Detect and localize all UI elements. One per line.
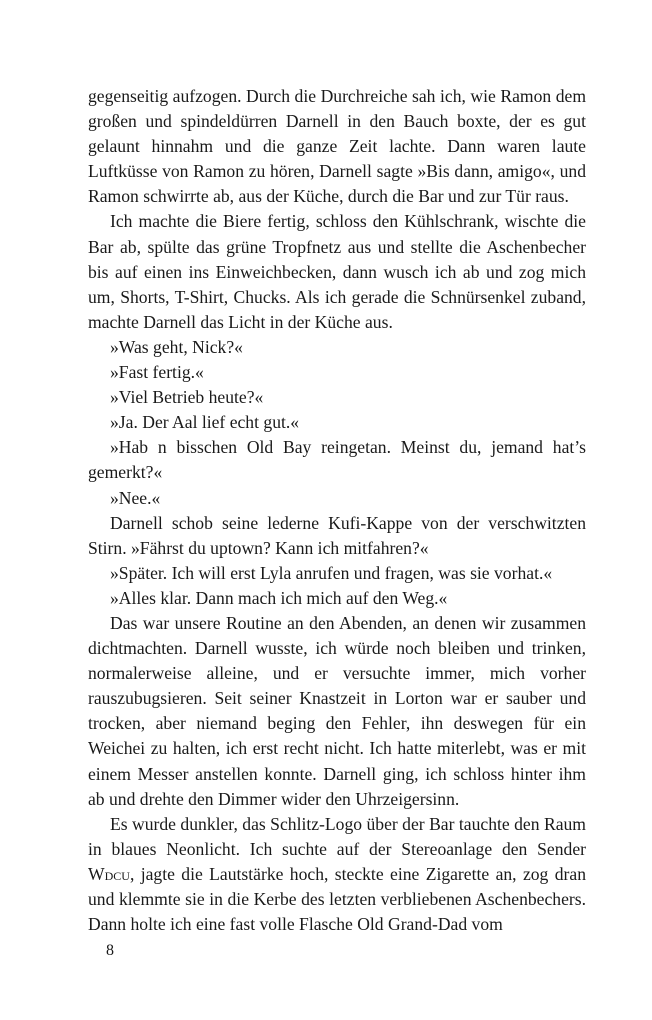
paragraph: Das war unsere Routine an den Abenden, an denen wir zusammen dichtmachten. Darnell wusste, ich würde noch bleiben und trinken, normalerweise alleine, und er versuchte immer, mich vorher rauszubugsieren. Seit seiner Knastzeit in Lorton war er sauber und trocken, aber niemand beging den Fehler, ihn deswegen für ein Weichei zu halten, ich erst recht nicht. Ich hatte miterlebt, was er mit einem Messer anstellen konnte. Darnell ging, ich schloss hinter ihm ab und drehte den Dimmer wider den Uhrzeigersinn. (88, 612, 586, 809)
dialogue-line: »Später. Ich will erst Lyla anrufen und fragen, was sie vorhat.« (110, 562, 553, 583)
paragraph: Ich machte die Biere fertig, schloss den Kühlschrank, wischte die Bar ab, spülte das grüne Tropfnetz aus und stellte die Aschenbecher bis auf einen ins Einweichbecken, dann wusch ich ab und zog mich um, Shorts, T-Shirt, Chucks. Als ich gerade die Schnürsenkel zuband, machte Darnell das Licht in der Küche aus. (88, 211, 586, 332)
paragraph: Darnell schob seine lederne Kufi-Kappe von der verschwitzten Stirn. »Fährst du uptown? Kann ich mitfahren?« (88, 512, 586, 558)
paragraph: gegenseitig aufzogen. Durch die Durchreiche sah ich, wie Ramon dem großen und spindeldürren Darnell in den Bauch boxte, der es gut gelaunt hinnahm und die ganze Zeit lachte. Dann waren laute Luftküsse von Ramon zu hören, Darnell sagte »Bis dann, amigo«, und Ramon schwirrte ab, aus der Küche, durch die Bar und zur Tür raus. (88, 86, 586, 207)
paragraph-last (88, 812, 586, 937)
dialogue-line: »Nee.« (110, 487, 161, 508)
dialogue-line: »Fast fertig.« (110, 362, 204, 383)
dialogue-line: »Hab n bisschen Old Bay reingetan. Meinst du, jemand hat’s gemerkt?« (88, 437, 586, 483)
page-number: 8 (106, 942, 114, 959)
dialogue-line: »Was geht, Nick?« (110, 336, 243, 357)
paragraph-text-before: Es wurde dunkler, das Schlitz-Logo über der Bar tauchte den Raum in blaues Neonlicht. Ich suchte auf der Stereoanlage den Sender (88, 813, 586, 859)
dialogue-line: »Ja. Der Aal lief echt gut.« (110, 412, 300, 433)
paragraph-text-after: , jagte die Lautstärke hoch, steckte eine Zigarette an, zog dran und klemmte sie in die Kerbe des letzten verbliebenen Aschenbechers. Dann holte ich eine fast volle Flasche Old Grand-Dad vom (88, 863, 586, 935)
radio-station-name: Wdcu (88, 863, 130, 884)
dialogue-line: »Alles klar. Dann mach ich mich auf den Weg.« (110, 587, 448, 608)
dialogue-line: »Viel Betrieb heute?« (110, 387, 264, 408)
book-text (88, 84, 586, 937)
